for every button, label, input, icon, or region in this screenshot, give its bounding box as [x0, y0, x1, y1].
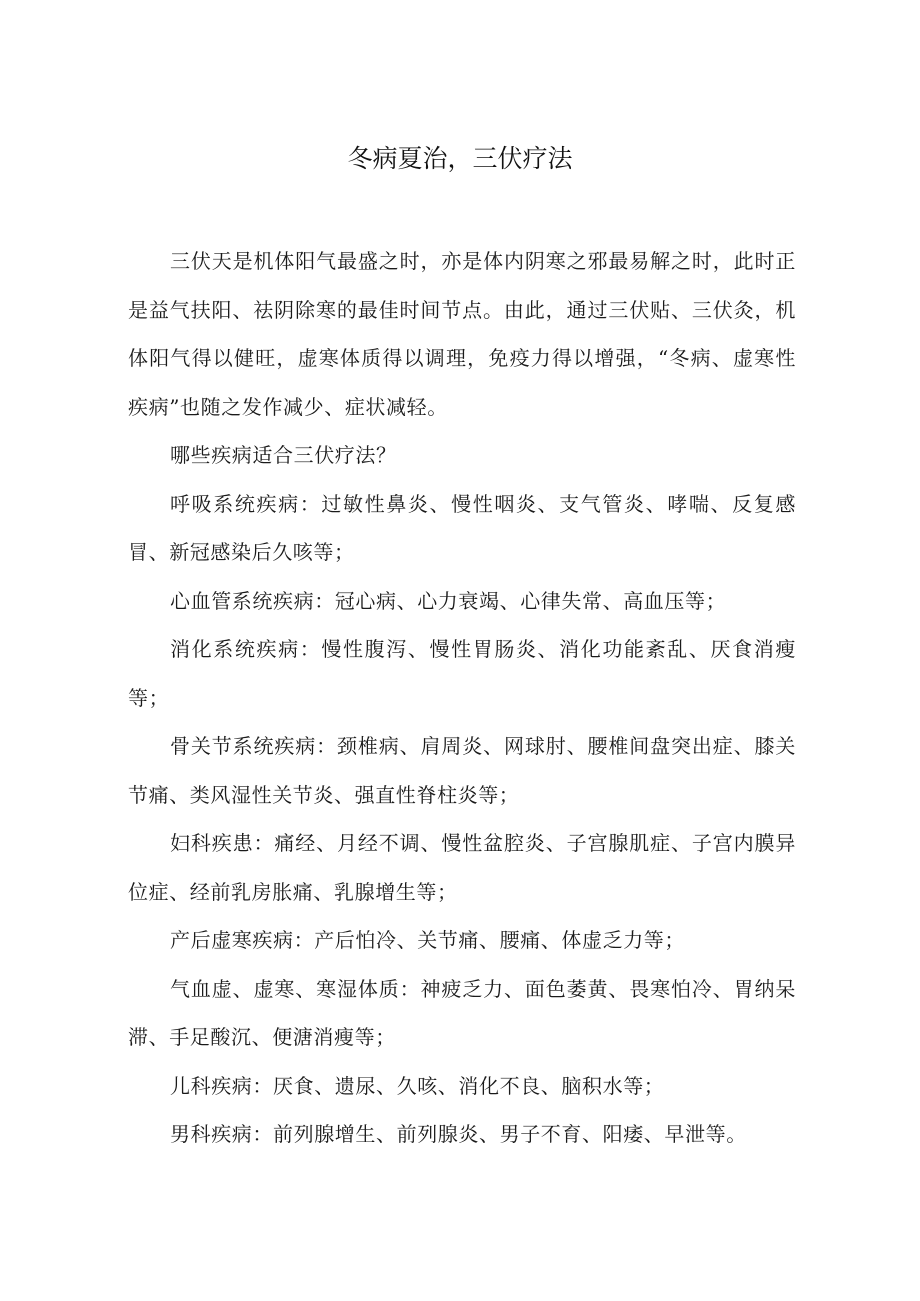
paragraph-andrology: 男科疾病：前列腺增生、前列腺炎、男子不育、阳痿、早泄等。 [170, 1122, 747, 1146]
paragraph-pediatrics: 儿科疾病：厌食、遗尿、久咳、消化不良、脑积水等； [170, 1073, 665, 1098]
paragraph-constitution: 气血虚、虚寒、寒湿体质：神疲乏力、面色萎黄、畏寒怕冷、胃纳呆滞、手足酸沉、便溏消瘦等； [128, 976, 796, 1049]
paragraph-musculoskeletal: 骨关节系统疾病：颈椎病、肩周炎、网球肘、腰椎间盘突出症、膝关节痛、类风湿性关节炎、强直性脊柱炎等； [128, 734, 796, 807]
paragraph-intro: 三伏天是机体阳气最盛之时，亦是体内阴寒之邪最易解之时，此时正是益气扶阳、祛阴除寒的最佳时间节点。由此，通过三伏贴、三伏灸，机体阳气得以健旺，虚寒体质得以调理，免疫力得以增强，“冬病、虚寒性疾病”也随之发作减少、症状减轻。 [128, 249, 796, 419]
paragraph-question: 哪些疾病适合三伏疗法？ [170, 443, 397, 467]
paragraph-respiratory: 呼吸系统疾病：过敏性鼻炎、慢性咽炎、支气管炎、哮喘、反复感冒、新冠感染后久咳等； [128, 491, 796, 564]
paragraph-postpartum: 产后虚寒疾病：产后怕冷、关节痛、腰痛、体虚乏力等； [170, 928, 685, 952]
paragraph-gynecology: 妇科疾患：痛经、月经不调、慢性盆腔炎、子宫腺肌症、子宫内膜异位症、经前乳房胀痛、乳腺增生等； [128, 831, 796, 904]
document-body [128, 237, 796, 1159]
paragraph-digestive: 消化系统疾病：慢性腹泻、慢性胃肠炎、消化功能紊乱、厌食消瘦等； [128, 637, 796, 710]
paragraph-cardiovascular: 心血管系统疾病：冠心病、心力衰竭、心律失常、高血压等； [170, 588, 727, 613]
document-title: 冬病夏治，三伏疗法 [347, 144, 573, 173]
